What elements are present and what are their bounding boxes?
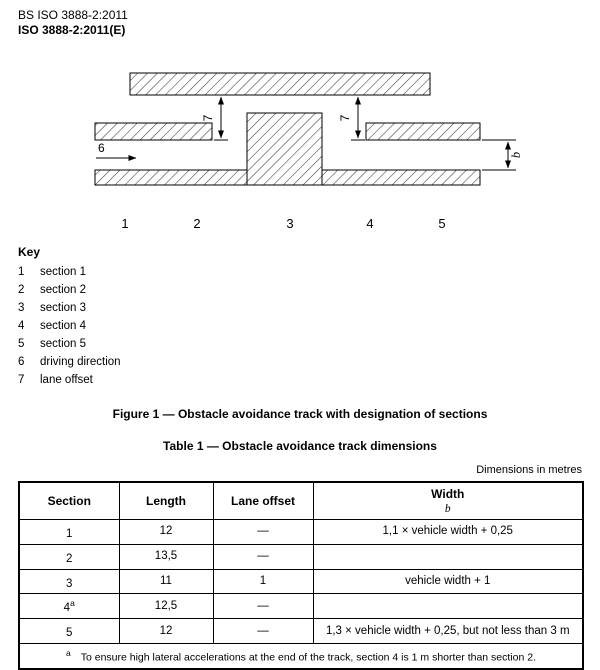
footnote-marker: a bbox=[66, 648, 71, 659]
key-label: section 3 bbox=[40, 302, 87, 314]
table-caption: Table 1 — Obstacle avoidance track dimensions bbox=[163, 439, 437, 453]
cell-length: 11 bbox=[119, 569, 213, 594]
cell-section bbox=[19, 520, 119, 545]
cell-lane-offset: — bbox=[213, 619, 313, 644]
key-ref: 2 bbox=[18, 284, 25, 296]
section-1-label: 1 bbox=[121, 216, 129, 231]
cell-length: 13,5 bbox=[119, 544, 213, 569]
key-label: driving direction bbox=[40, 356, 121, 368]
section-value: 5 bbox=[66, 627, 73, 640]
key-section bbox=[18, 243, 600, 389]
cell-lane-offset: — bbox=[213, 520, 313, 545]
section-value: 3 bbox=[66, 577, 73, 590]
key-label: section 4 bbox=[40, 320, 87, 332]
section-value: 1 bbox=[66, 527, 73, 540]
key-item bbox=[18, 263, 600, 281]
cell-width: 1,3 × vehicle width + 0,25, but not less than 3 m bbox=[313, 619, 583, 644]
key-item bbox=[18, 281, 600, 299]
cell-length: 12 bbox=[119, 520, 213, 545]
standard-ref-bs: BS ISO 3888-2:2011 bbox=[18, 8, 128, 22]
section-value: 2 bbox=[66, 552, 73, 565]
column-header-lane-offset: Lane offset bbox=[213, 482, 313, 520]
standard-ref-iso: ISO 3888-2:2011(E) bbox=[18, 23, 126, 37]
cell-width: 1,1 × vehicle width + 0,25 bbox=[313, 520, 583, 545]
cell-lane-offset: — bbox=[213, 594, 313, 619]
table-row bbox=[19, 619, 583, 644]
lane-offset-label-left: 7 bbox=[201, 114, 215, 122]
column-header-width-symbol: b bbox=[444, 503, 451, 515]
cell-lane-offset: 1 bbox=[213, 569, 313, 594]
key-label: lane offset bbox=[40, 374, 93, 386]
units-note: Dimensions in metres bbox=[476, 464, 582, 476]
driving-direction-label: 6 bbox=[98, 141, 105, 155]
key-item bbox=[18, 335, 600, 353]
key-item bbox=[18, 371, 600, 389]
figure-caption: Figure 1 — Obstacle avoidance track with designation of sections bbox=[112, 407, 488, 421]
key-ref: 6 bbox=[18, 356, 25, 368]
table-footnote bbox=[19, 644, 583, 669]
section-5-label: 5 bbox=[438, 216, 446, 231]
barrier-areas bbox=[95, 73, 480, 185]
section-value: 4 bbox=[63, 602, 71, 615]
key-label: section 5 bbox=[40, 338, 87, 350]
key-ref: 5 bbox=[18, 338, 25, 350]
cell-section bbox=[19, 619, 119, 644]
entry-upper-barrier bbox=[95, 123, 212, 140]
key-item bbox=[18, 299, 600, 317]
footnote-text: To ensure high lateral accelerations at the end of the track, section 4 is 1 m shorter than section 2. bbox=[80, 651, 536, 664]
key-item bbox=[18, 317, 600, 335]
width-symbol-label: b bbox=[509, 151, 523, 159]
key-ref: 1 bbox=[18, 266, 25, 278]
table-header-row bbox=[19, 482, 583, 520]
cell-lane-offset: — bbox=[213, 544, 313, 569]
key-ref: 7 bbox=[18, 374, 25, 386]
cell-width bbox=[313, 544, 583, 569]
column-header-length: Length bbox=[119, 482, 213, 520]
cell-width: vehicle width + 1 bbox=[313, 569, 583, 594]
section-3-label: 3 bbox=[286, 216, 294, 231]
middle-island-barrier bbox=[247, 113, 322, 185]
section-footnote-marker: a bbox=[70, 598, 75, 609]
table-row bbox=[19, 544, 583, 569]
cell-width bbox=[313, 594, 583, 619]
table-row bbox=[19, 520, 583, 545]
cell-length: 12 bbox=[119, 619, 213, 644]
section-number-labels bbox=[121, 216, 445, 231]
exit-upper-barrier bbox=[366, 123, 480, 140]
key-label: section 1 bbox=[40, 266, 87, 278]
lane-offset-dimension-right bbox=[338, 95, 365, 140]
table-row bbox=[19, 569, 583, 594]
key-ref: 3 bbox=[18, 302, 25, 314]
track-diagram bbox=[0, 52, 600, 237]
section-4-label: 4 bbox=[366, 216, 374, 231]
cell-section bbox=[19, 544, 119, 569]
column-header-width bbox=[313, 482, 583, 520]
cell-section bbox=[19, 569, 119, 594]
track-width-dimension bbox=[482, 140, 523, 170]
lane-offset-label-right: 7 bbox=[338, 114, 352, 122]
column-header-width-title: Width bbox=[431, 487, 465, 501]
cell-length: 12,5 bbox=[119, 594, 213, 619]
key-ref: 4 bbox=[18, 320, 25, 332]
key-title: Key bbox=[18, 245, 41, 259]
document-header bbox=[0, 0, 600, 38]
dimensions-table bbox=[18, 481, 584, 670]
key-label: section 2 bbox=[40, 284, 87, 296]
column-header-section: Section bbox=[19, 482, 119, 520]
table-footnote-row bbox=[19, 644, 583, 669]
key-item bbox=[18, 353, 600, 371]
top-barrier bbox=[130, 73, 430, 95]
cell-section bbox=[19, 594, 119, 619]
section-2-label: 2 bbox=[193, 216, 201, 231]
table-row bbox=[19, 594, 583, 619]
driving-direction-arrow bbox=[96, 141, 136, 158]
